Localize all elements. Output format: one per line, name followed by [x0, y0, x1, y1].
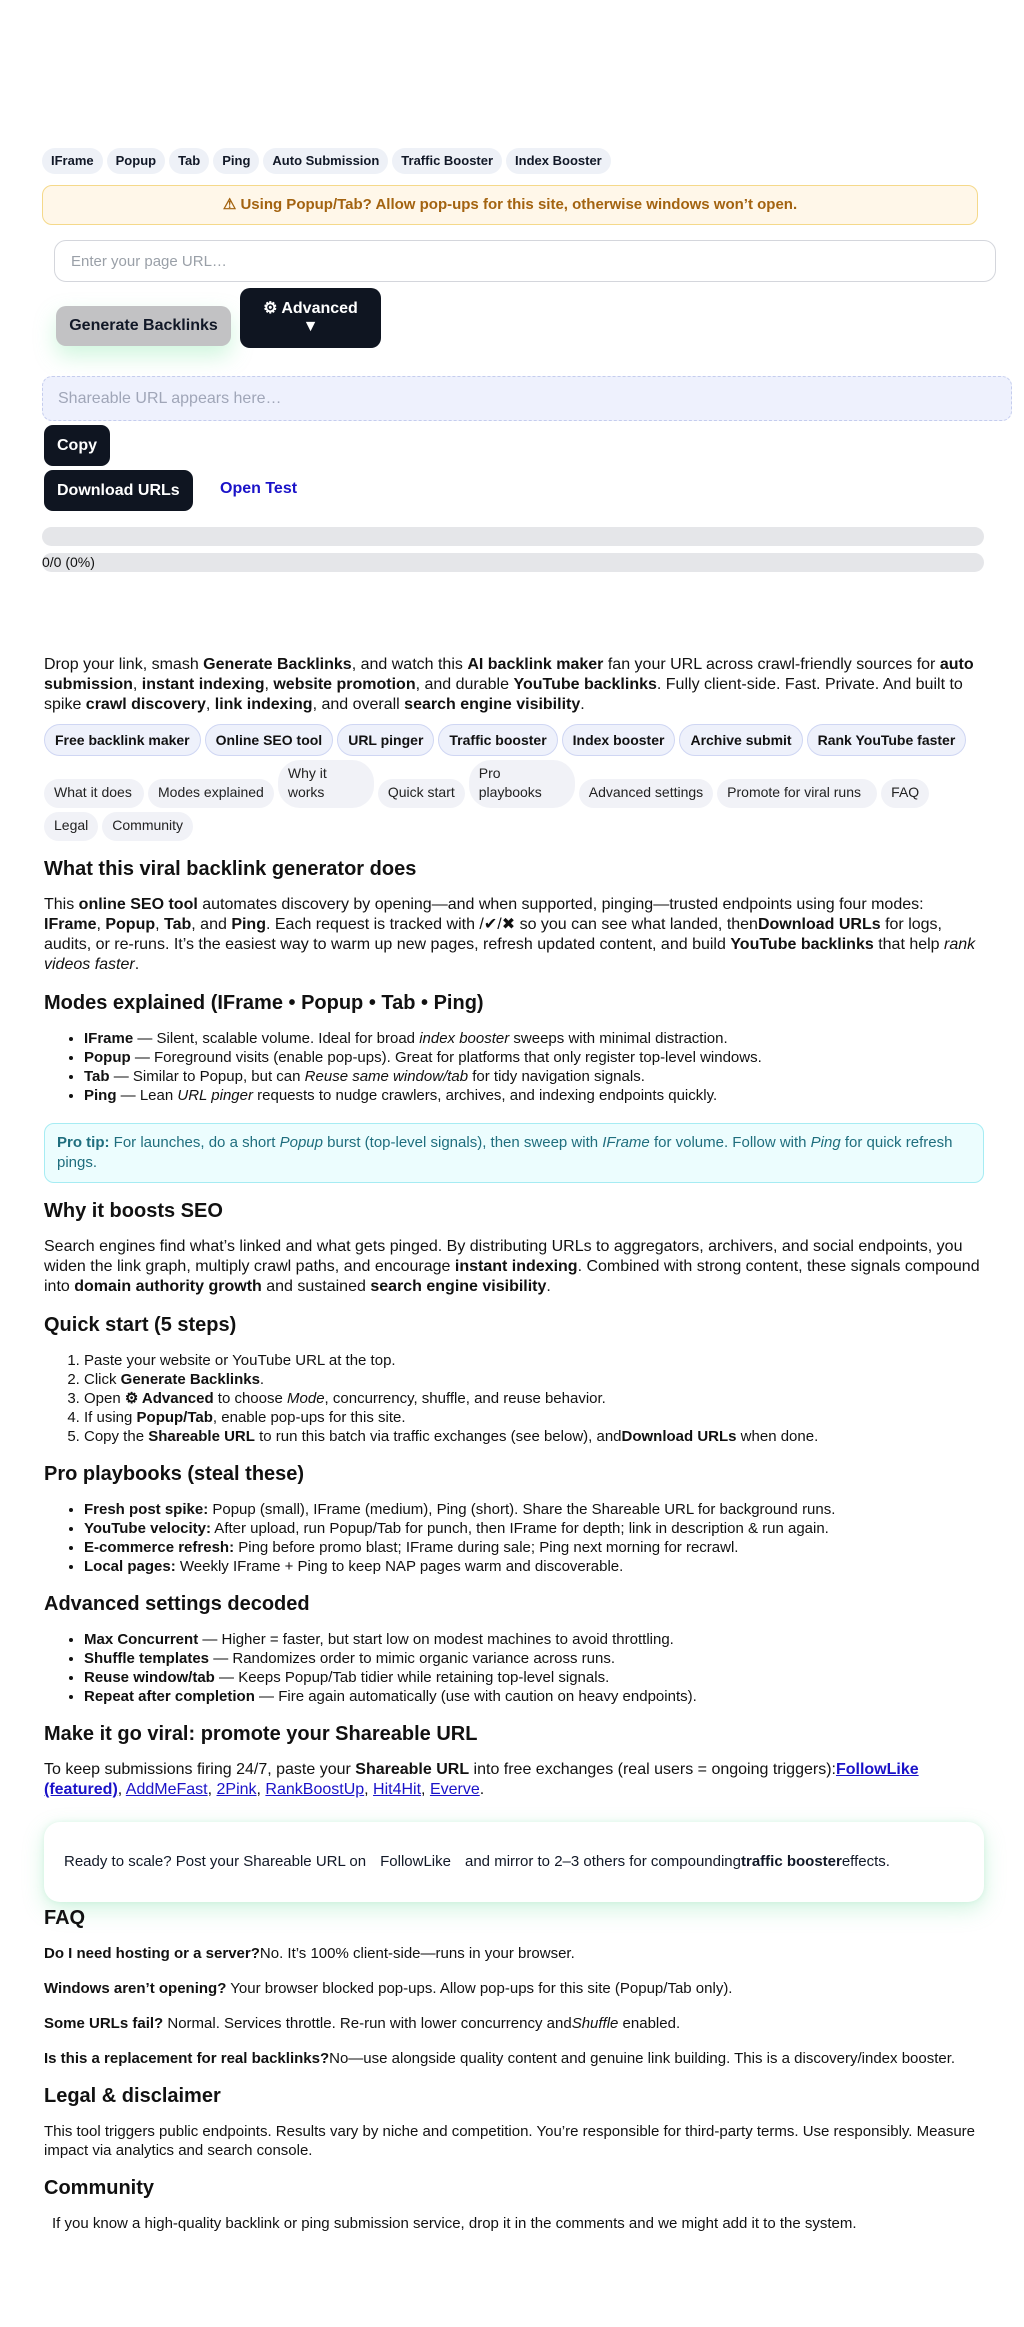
section-body: If you know a high-quality backlink or ping submission service, drop it in the comments and we might add it to the system.: [52, 2215, 857, 2233]
mode-chip-ping[interactable]: Ping: [213, 148, 259, 174]
faq-item: Do I need hosting or a server?No. It’s 100% client-side—runs in your browser.: [44, 1945, 575, 1963]
section-title: Modes explained (IFrame • Popup • Tab • Ping): [44, 992, 484, 1015]
toc-community[interactable]: Community: [102, 812, 193, 841]
mode-chip-auto-submission[interactable]: Auto Submission: [263, 148, 388, 174]
toc-promote[interactable]: Promote for viral runs: [717, 779, 877, 808]
page-url-input[interactable]: [54, 240, 996, 282]
mode-chip-popup[interactable]: Popup: [107, 148, 165, 174]
quick-start-steps: [44, 1351, 984, 1446]
warning-text: ⚠ Using Popup/Tab? Allow pop-ups for this site, otherwise windows won’t open.: [222, 196, 798, 214]
link-rankboostup[interactable]: RankBoostUp: [265, 1781, 365, 1799]
list-item: • Fresh post spike: Popup (small), IFrame (medium), Ping (short). Share the Shareable URL for background runs.: [84, 1500, 984, 1519]
link-everve[interactable]: Everve: [429, 1781, 480, 1799]
list-item: 4. If using Popup/Tab, enable pop-ups for this site.: [84, 1408, 984, 1427]
list-item: • IFrame — Silent, scalable volume. Ideal for broad index booster sweeps with minimal distraction.: [84, 1029, 984, 1048]
progress-bar-secondary: [42, 553, 984, 572]
section-advanced-settings: [44, 1592, 984, 1706]
list-item: • Reuse window/tab — Keeps Popup/Tab tidier while retaining top-level signals.: [84, 1668, 984, 1687]
content: [44, 655, 984, 2234]
mode-chip-index-booster[interactable]: Index Booster: [506, 148, 611, 174]
list-item: • Repeat after completion — Fire again automatically (use with caution on heavy endpoints).: [84, 1687, 984, 1706]
open-test-link[interactable]: Open Test: [220, 480, 298, 497]
generate-backlinks-button[interactable]: Generate Backlinks: [56, 306, 231, 346]
modes-list: [44, 1029, 984, 1105]
section-body: This online SEO tool automates discovery by opening—and when supported, pinging—trusted endpoints using four modes: IFrame, Popup, Tab, and Ping. Each request is tracked with /✔/✖ so you can see what landed, thenDownload URLs for logs, audits, or re-runs. It’s the easiest way to warm up new pages, refresh updated content, and build YouTube backlinks that help rank videos faster.: [44, 896, 976, 974]
section-community: [44, 2176, 984, 2234]
list-item: • Local pages: Weekly IFrame + Ping to keep NAP pages warm and discoverable.: [84, 1557, 984, 1576]
toc-quick-start[interactable]: Quick start: [378, 779, 465, 808]
list-item: 3. Open ⚙ Advanced to choose Mode, concurrency, shuffle, and reuse behavior.: [84, 1389, 984, 1408]
cta-text: and mirror to 2–3 others for compounding: [465, 1853, 741, 1871]
section-body: This tool triggers public endpoints. Results vary by niche and competition. You’re responsible for third-party terms. Use responsibly. Measure impact via analytics and search console.: [44, 2123, 976, 2160]
toc-modes-explained[interactable]: Modes explained: [148, 779, 274, 808]
keyword-chip: URL pinger: [337, 724, 434, 756]
list-item: • Tab — Similar to Popup, but can Reuse same window/tab for tidy navigation signals.: [84, 1067, 984, 1086]
list-item: • Popup — Foreground visits (enable pop-ups). Great for platforms that only register top-level windows.: [84, 1048, 984, 1067]
section-what-it-does: [44, 857, 984, 975]
section-title: Why it boosts SEO: [44, 1200, 223, 1223]
mode-chips: [42, 148, 611, 174]
section-faq: [44, 1906, 984, 2068]
section-pro-playbooks: [44, 1462, 984, 1576]
progress-label: 0/0 (0%): [42, 554, 95, 570]
cta-text: effects.: [841, 1853, 890, 1871]
list-item: 2. Click Generate Backlinks.: [84, 1370, 984, 1389]
keyword-chips: [44, 724, 984, 756]
section-title: Pro playbooks (steal these): [44, 1463, 305, 1486]
toc-what-it-does[interactable]: What it does: [44, 779, 144, 808]
pro-tip-callout: Pro tip: For launches, do a short Popup burst (top-level signals), then sweep with IFrame for volume. Follow with Ping for quick refresh pings.: [44, 1123, 984, 1183]
toc-faq[interactable]: FAQ: [881, 779, 929, 808]
faq-item: Is this a replacement for real backlinks?No—use alongside quality content and genuine link building. This is a discovery/index booster.: [44, 2050, 956, 2068]
link-followlike[interactable]: FollowLike (featured): [44, 1761, 919, 1799]
faq-item: Windows aren’t opening? Your browser blocked pop-ups. Allow pop-ups for this site (Popup/Tab only).: [44, 1980, 733, 1998]
link-addmefast[interactable]: AddMeFast: [125, 1781, 208, 1799]
cta-card: [44, 1822, 984, 1902]
playbooks-list: [44, 1500, 984, 1576]
section-title: Quick start (5 steps): [44, 1314, 237, 1337]
toc-pro-playbooks[interactable]: Pro playbooks: [469, 760, 575, 808]
section-body: Search engines find what’s linked and what gets pinged. By distributing URLs to aggregators, archivers, and social endpoints, you widen the link graph, multiply crawl paths, and encourage instant indexing. Combined with strong content, these signals compound into domain authority growth and sustained search engine visibility.: [44, 1238, 980, 1296]
list-item: • YouTube velocity: After upload, run Popup/Tab for punch, then IFrame for depth; link in description & run again.: [84, 1519, 984, 1538]
advanced-toggle-button[interactable]: [240, 288, 381, 348]
advanced-label: ⚙ Advanced: [263, 299, 358, 317]
toc-why-it-works[interactable]: Why it works: [278, 760, 374, 808]
section-title: What this viral backlink generator does: [44, 858, 417, 881]
section-why-it-works: [44, 1199, 984, 1297]
section-body: To keep submissions firing 24/7, paste your Shareable URL into free exchanges (real users = ongoing triggers):FollowLike (featured), AddMeFast, 2Pink, RankBoostUp, Hit4Hit, Everve.: [44, 1761, 919, 1799]
caret-down-icon: ▼: [302, 318, 319, 335]
section-title: Make it go viral: promote your Shareable URL: [44, 1723, 478, 1746]
section-title: FAQ: [44, 1907, 86, 1930]
keyword-chip: Free backlink maker: [44, 724, 201, 756]
advanced-settings-list: [44, 1630, 984, 1706]
list-item: • Shuffle templates — Randomizes order to mimic organic variance across runs.: [84, 1649, 984, 1668]
mode-chip-tab[interactable]: Tab: [169, 148, 209, 174]
toc-legal[interactable]: Legal: [44, 812, 98, 841]
download-urls-button[interactable]: Download URLs: [44, 470, 193, 511]
progress-bar: [42, 527, 984, 546]
section-modes-explained: [44, 991, 984, 1183]
cta-followlike-link[interactable]: FollowLike: [380, 1853, 451, 1871]
keyword-chip: Online SEO tool: [205, 724, 334, 756]
cta-bold: traffic booster: [740, 1853, 842, 1871]
section-title: Advanced settings decoded: [44, 1593, 310, 1616]
keyword-chip: Archive submit: [679, 724, 802, 756]
keyword-chip: Rank YouTube faster: [807, 724, 967, 756]
shareable-url-field[interactable]: [42, 376, 1012, 421]
list-item: 5. Copy the Shareable URL to run this batch via traffic exchanges (see below), andDownload URLs when done.: [84, 1427, 984, 1446]
link-hit4hit[interactable]: Hit4Hit: [373, 1781, 422, 1799]
cta-text: Ready to scale? Post your Shareable URL on: [64, 1853, 367, 1871]
list-item: 1. Paste your website or YouTube URL at the top.: [84, 1351, 984, 1370]
table-of-contents: [44, 760, 984, 841]
section-title: Legal & disclaimer: [44, 2085, 221, 2108]
intro-paragraph: Drop your link, smash Generate Backlinks, and watch this AI backlink maker fan your URL across crawl-friendly sources for auto submission, instant indexing, website promotion, and durable YouTube backlinks. Fully client-side. Fast. Private. And built to spike crawl discovery, link indexing, and overall search engine visibility.: [44, 656, 974, 713]
link-2pink[interactable]: 2Pink: [216, 1781, 257, 1799]
faq-item: Some URLs fail? Normal. Services throttle. Re-run with lower concurrency andShuffle enabled.: [44, 2015, 681, 2033]
keyword-chip: Traffic booster: [438, 724, 557, 756]
section-promote: [44, 1722, 984, 1902]
section-quick-start: [44, 1313, 984, 1446]
mode-chip-iframe[interactable]: IFrame: [42, 148, 103, 174]
popup-warning-banner: [42, 185, 978, 225]
copy-button[interactable]: Copy: [44, 425, 110, 466]
keyword-chip: Index booster: [562, 724, 676, 756]
list-item: • E-commerce refresh: Ping before promo blast; IFrame during sale; Ping next morning for recrawl.: [84, 1538, 984, 1557]
list-item: • Ping — Lean URL pinger requests to nudge crawlers, archives, and indexing endpoints quickly.: [84, 1086, 984, 1105]
list-item: • Max Concurrent — Higher = faster, but start low on modest machines to avoid throttling.: [84, 1630, 984, 1649]
section-title: Community: [44, 2177, 154, 2200]
section-legal: [44, 2084, 984, 2160]
mode-chip-traffic-booster[interactable]: Traffic Booster: [392, 148, 502, 174]
toc-advanced-settings[interactable]: Advanced settings: [579, 779, 713, 808]
